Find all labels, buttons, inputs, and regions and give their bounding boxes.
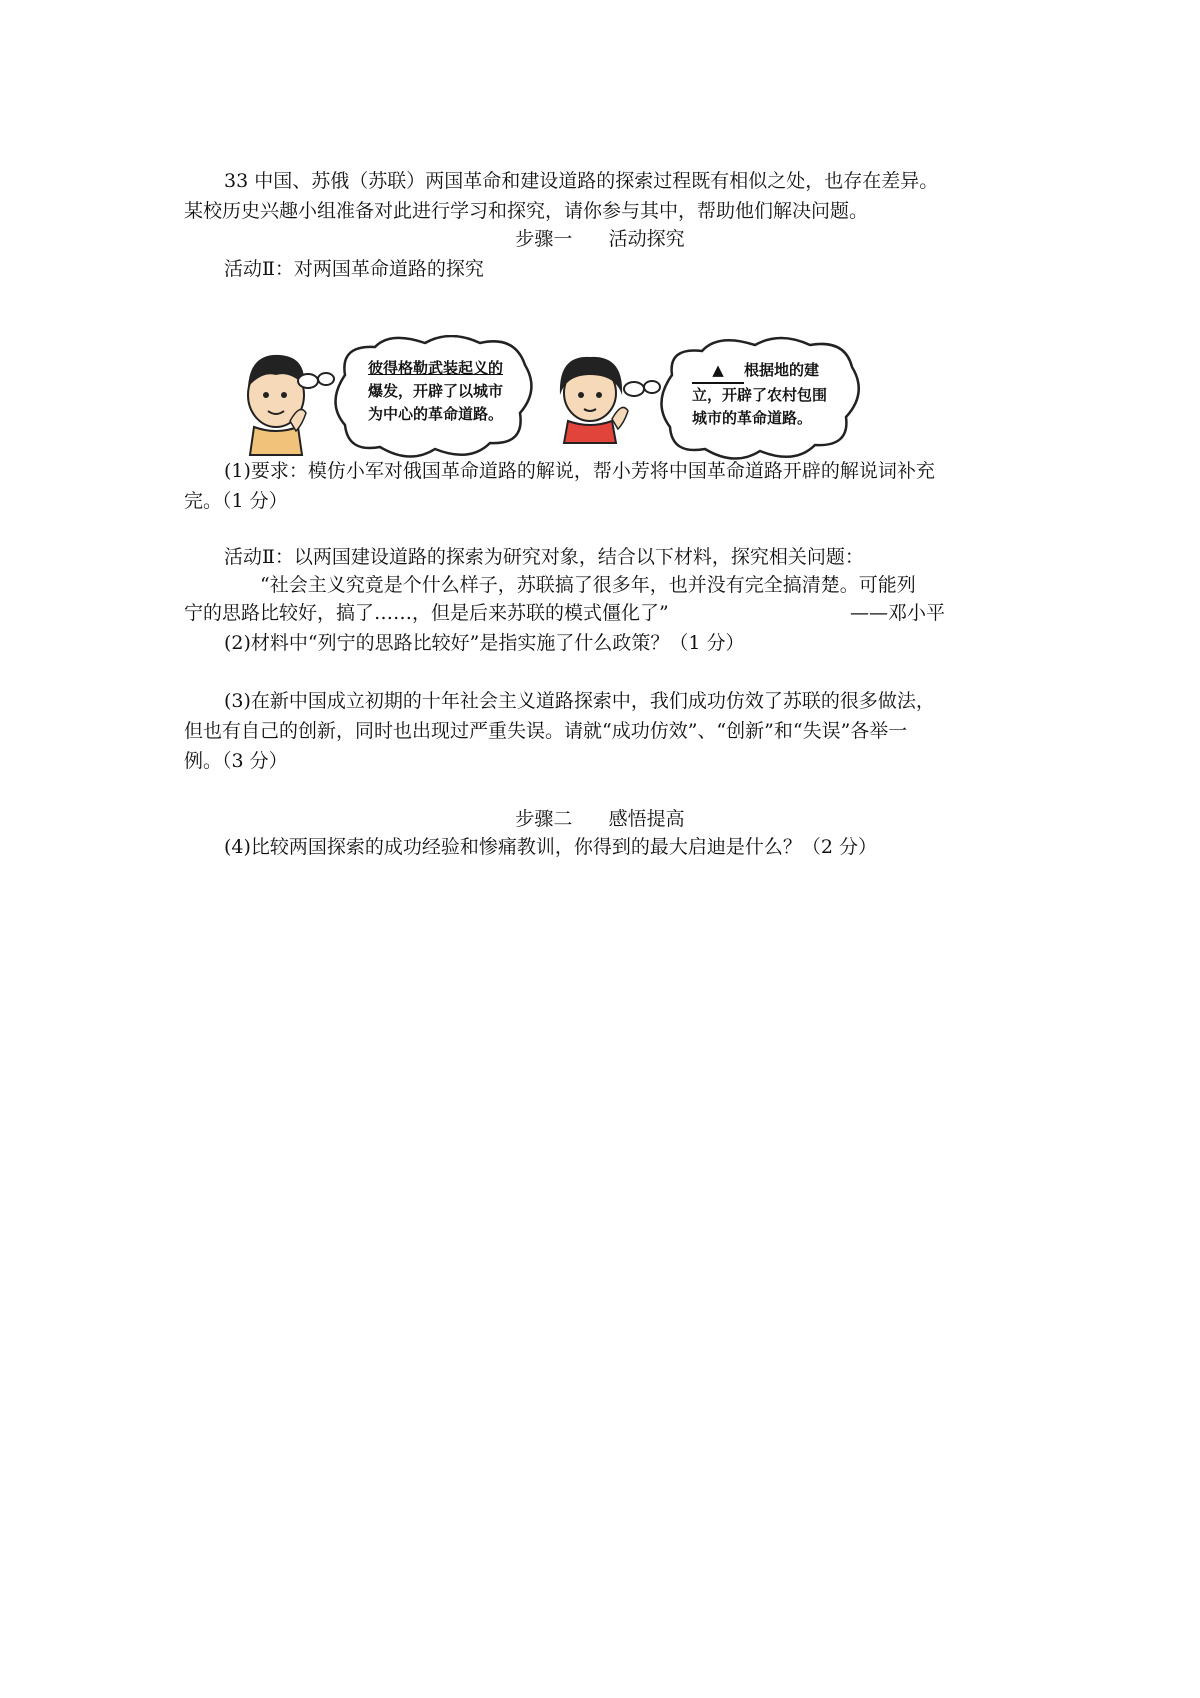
activity1-title: 活动Ⅱ：对两国革命道路的探究 <box>224 258 484 280</box>
q3-line-1: (3)在新中国成立初期的十年社会主义道路探索中，我们成功仿效了苏联的很多做法， <box>224 690 935 712</box>
dialogue-illustration <box>240 335 940 470</box>
quote-line-2: 宁的思路比较好，搞了……，但是后来苏联的模式僵化了” <box>184 602 669 624</box>
left-bubble-line-3: 为中心的革命道路。 <box>368 405 504 423</box>
question-intro-line-2: 某校历史兴趣小组准备对此进行学习和探究，请你参与其中，帮助他们解决问题。 <box>184 200 869 222</box>
right-bubble-line-3: 城市的革命道路。 <box>692 409 813 427</box>
left-bubble-line-2: 爆发，开辟了以城市 <box>368 382 504 400</box>
right-bubble-line-2: 立，开辟了农村包围 <box>692 386 828 404</box>
q3-line-3: 例。（3 分） <box>184 750 288 772</box>
activity2-title: 活动Ⅱ：以两国建设道路的探索为研究对象，结合以下材料，探究相关问题： <box>224 546 864 568</box>
q4: (4)比较两国探索的成功经验和惨痛教训，你得到的最大启迪是什么？（2 分） <box>224 836 878 858</box>
quote-line-1: “社会主义究竟是个什么样子，苏联搞了很多年，也并没有完全搞清楚。可能列 <box>260 574 916 596</box>
girl-illustration <box>560 357 628 443</box>
q1-line-1: (1)要求：模仿小军对俄国革命道路的解说，帮小芳将中国革命道路开辟的解说词补充 <box>224 460 935 482</box>
left-bubble-text <box>368 357 503 426</box>
quote-author: ——邓小平 <box>850 602 946 624</box>
right-bubble-line-1: 根据地的建 <box>744 361 820 379</box>
q2: (2)材料中“列宁的思路比较好”是指实施了什么政策？（1 分） <box>224 632 745 654</box>
question-intro-line-1: 33 中国、苏俄（苏联）两国革命和建设道路的探索过程既有相似之处，也存在差异。 <box>224 170 939 192</box>
boy-illustration <box>248 355 306 455</box>
q3-line-2: 但也有自己的创新，同时也出现过严重失误。请就“成功仿效”、“创新”和“失误”各举一 <box>184 720 908 742</box>
step1-heading: 步骤一 活动探究 <box>515 228 685 250</box>
illustration-graphics <box>240 335 940 470</box>
left-bubble-line-1: 彼得格勒武装起义的 <box>368 359 504 377</box>
step2-heading: 步骤二 感悟提高 <box>515 808 685 830</box>
blank-marker: ▲ <box>692 359 744 384</box>
q1-line-2: 完。（1 分） <box>184 490 288 512</box>
right-bubble-text <box>692 359 827 430</box>
